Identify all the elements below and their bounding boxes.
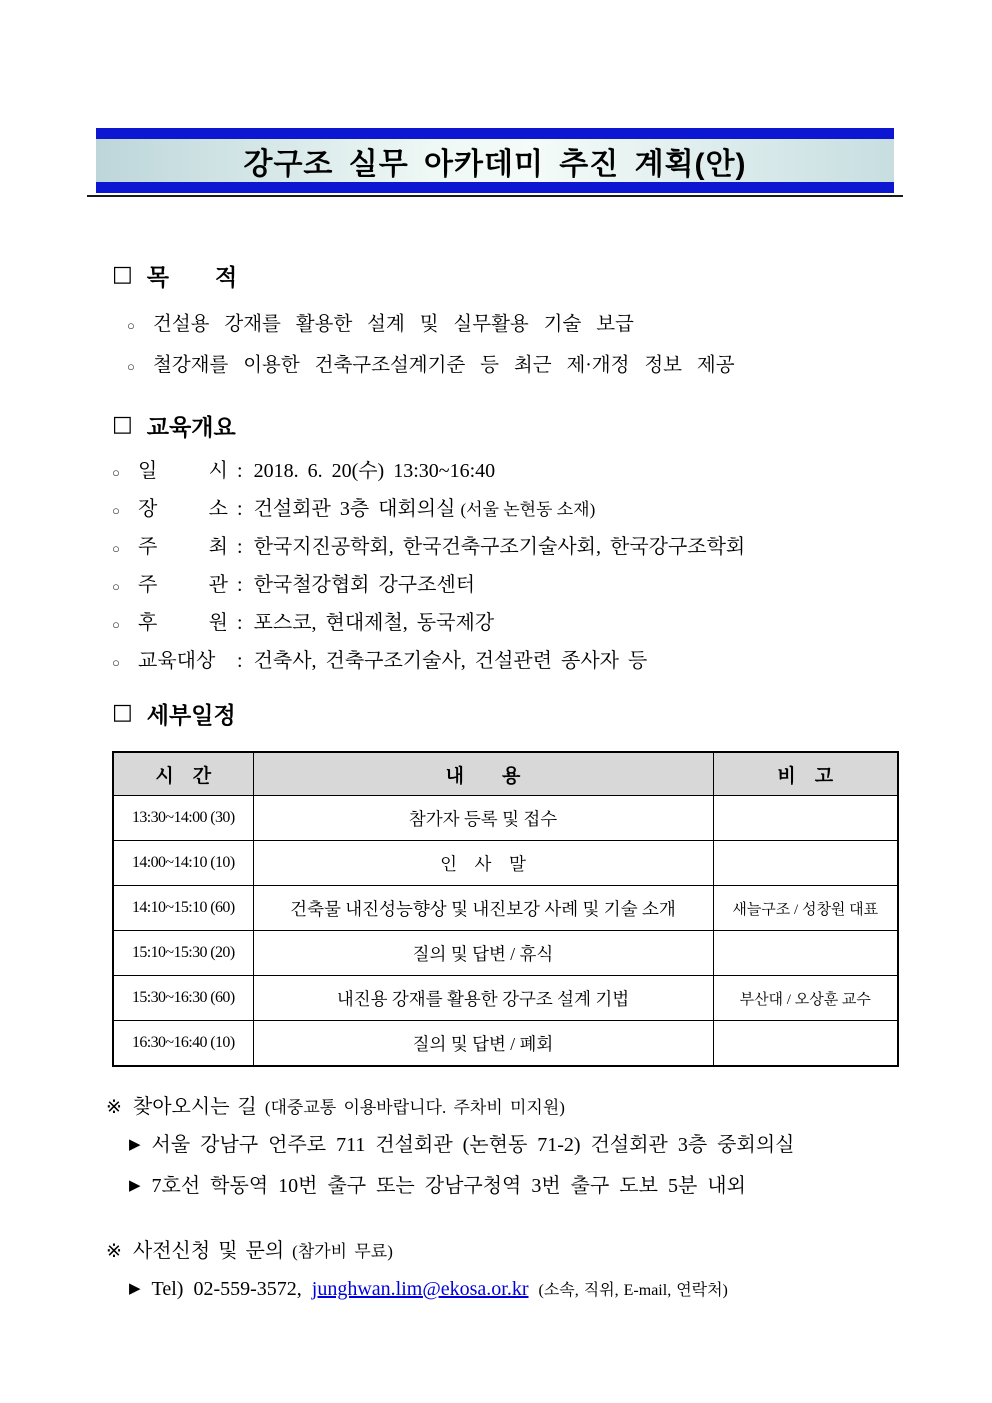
note-title-text: 사전신청 및 문의 — [132, 1240, 285, 1262]
circle-bullet-icon: ○ — [127, 318, 135, 333]
cell-content: 질의 및 답변 / 폐회 — [253, 1021, 713, 1067]
circle-bullet-icon: ○ — [112, 655, 120, 670]
label-separator: : — [237, 498, 243, 520]
overview-item-label: 일 시 — [138, 460, 228, 482]
label-separator: : — [237, 574, 243, 596]
label-separator: : — [237, 650, 243, 672]
cell-note — [713, 796, 898, 841]
overview-item-label: 주 관 — [138, 574, 228, 596]
note-sub-line — [129, 1166, 926, 1207]
list-item — [112, 529, 932, 567]
triangle-bullet-icon: ▶ — [129, 1176, 141, 1194]
square-bullet-icon: □ — [112, 700, 133, 725]
cell-note: 부산대 / 오상훈 교수 — [713, 976, 898, 1021]
triangle-bullet-icon: ▶ — [129, 1279, 141, 1297]
cell-note: 새늘구조 / 성창원 대표 — [713, 886, 898, 931]
overview-item-value: 한국철강협회 강구조센터 — [253, 574, 476, 596]
cell-time: 14:10~15:10 (60) — [113, 886, 253, 931]
banner-body — [96, 139, 894, 182]
purpose-items — [112, 305, 912, 387]
table-row — [113, 796, 898, 841]
note-title-line — [106, 1234, 926, 1269]
section-overview — [112, 413, 932, 681]
table-header-row — [113, 752, 898, 796]
section-purpose-heading — [112, 263, 912, 291]
list-item — [112, 605, 932, 643]
purpose-item-text: 철강재를 이용한 건축구조설계기준 등 최근 제·개정 정보 제공 — [153, 355, 735, 376]
circle-bullet-icon: ○ — [112, 465, 120, 480]
contact-phone: Tel) 02-559-3572, — [151, 1278, 302, 1300]
note-directions — [106, 1090, 926, 1207]
footer-notes — [106, 1090, 926, 1311]
reference-mark-icon: ※ — [106, 1096, 122, 1118]
cell-time: 15:30~16:30 (60) — [113, 976, 253, 1021]
note-sub-text: 서울 강남구 언주로 711 건설회관 (논현동 71-2) 건설회관 3층 중회의실 — [151, 1134, 795, 1156]
section-overview-heading — [112, 413, 932, 441]
list-item — [112, 567, 932, 605]
table-row — [113, 931, 898, 976]
circle-bullet-icon: ○ — [112, 579, 120, 594]
cell-note — [713, 841, 898, 886]
table-row — [113, 1021, 898, 1067]
cell-note — [713, 931, 898, 976]
overview-item-label: 후 원 — [138, 612, 228, 634]
section-overview-title: 교육개요 — [146, 414, 236, 440]
note-title-text: 찾아오시는 길 — [132, 1096, 257, 1118]
note-contact — [106, 1234, 926, 1311]
cell-time: 15:10~15:30 (20) — [113, 931, 253, 976]
purpose-item-text: 건설용 강재를 활용한 설계 및 실무활용 기술 보급 — [153, 314, 634, 335]
page-title: 강구조 실무 아카데미 추진 계획(안) — [243, 147, 747, 181]
contact-line — [129, 1269, 926, 1311]
table-row — [113, 976, 898, 1021]
note-title-paren: (참가비 무료) — [292, 1242, 393, 1261]
column-header-time: 시 간 — [113, 752, 253, 796]
note-title-paren: (대중교통 이용바랍니다. 주차비 미지원) — [264, 1098, 565, 1117]
banner-bottom-bar — [96, 182, 894, 193]
list-item — [112, 453, 932, 491]
triangle-bullet-icon: ▶ — [129, 1135, 141, 1153]
column-header-note: 비 고 — [713, 752, 898, 796]
section-schedule-title: 세부일정 — [146, 702, 236, 728]
cell-content: 인 사 말 — [253, 841, 713, 886]
list-item — [112, 346, 912, 387]
overview-item-paren: (서울 논현동 소재) — [460, 500, 596, 519]
overview-items — [112, 453, 932, 681]
banner-underline — [87, 195, 903, 197]
list-item — [112, 491, 932, 529]
reference-mark-icon: ※ — [106, 1240, 122, 1262]
circle-bullet-icon: ○ — [112, 503, 120, 518]
overview-item-value: 건설회관 3층 대회의실 — [253, 498, 456, 520]
contact-paren: (소속, 직위, E-mail, 연락처) — [538, 1282, 728, 1299]
cell-note — [713, 1021, 898, 1067]
overview-item-label: 장 소 — [138, 498, 228, 520]
schedule-table — [112, 751, 899, 1067]
cell-time: 13:30~14:00 (30) — [113, 796, 253, 841]
email-link[interactable]: junghwan.lim@ekosa.or.kr — [311, 1278, 529, 1300]
cell-content: 질의 및 답변 / 휴식 — [253, 931, 713, 976]
list-item — [112, 643, 932, 681]
table-row — [113, 841, 898, 886]
note-sub-line — [129, 1125, 926, 1166]
circle-bullet-icon: ○ — [112, 617, 120, 632]
label-separator: : — [237, 536, 243, 558]
overview-item-label: 주 최 — [138, 536, 228, 558]
section-schedule-heading — [112, 701, 932, 729]
cell-time: 14:00~14:10 (10) — [113, 841, 253, 886]
title-banner — [96, 128, 894, 193]
square-bullet-icon: □ — [112, 412, 133, 437]
note-title-line — [106, 1090, 926, 1125]
cell-time: 16:30~16:40 (10) — [113, 1021, 253, 1067]
section-schedule — [112, 701, 932, 1067]
overview-item-value: 포스코, 현대제철, 동국제강 — [253, 612, 495, 634]
circle-bullet-icon: ○ — [127, 359, 135, 374]
table-row — [113, 886, 898, 931]
cell-content: 참가자 등록 및 접수 — [253, 796, 713, 841]
overview-item-value: 2018. 6. 20(수) 13:30~16:40 — [253, 460, 496, 482]
list-item — [112, 305, 912, 346]
label-separator: : — [237, 612, 243, 634]
note-sub-text: 7호선 학동역 10번 출구 또는 강남구청역 3번 출구 도보 5분 내외 — [151, 1175, 746, 1197]
overview-item-value: 건축사, 건축구조기술사, 건설관련 종사자 등 — [253, 650, 648, 672]
section-purpose-title: 목 적 — [146, 264, 238, 290]
circle-bullet-icon: ○ — [112, 541, 120, 556]
column-header-content: 내 용 — [253, 752, 713, 796]
label-separator: : — [237, 460, 243, 482]
cell-content: 건축물 내진성능향상 및 내진보강 사례 및 기술 소개 — [253, 886, 713, 931]
section-purpose — [112, 263, 912, 387]
banner-top-bar — [96, 128, 894, 139]
overview-item-label: 교육대상 — [138, 650, 216, 672]
cell-content: 내진용 강재를 활용한 강구조 설계 기법 — [253, 976, 713, 1021]
overview-item-value: 한국지진공학회, 한국건축구조기술사회, 한국강구조학회 — [253, 536, 746, 558]
square-bullet-icon: □ — [112, 262, 133, 287]
